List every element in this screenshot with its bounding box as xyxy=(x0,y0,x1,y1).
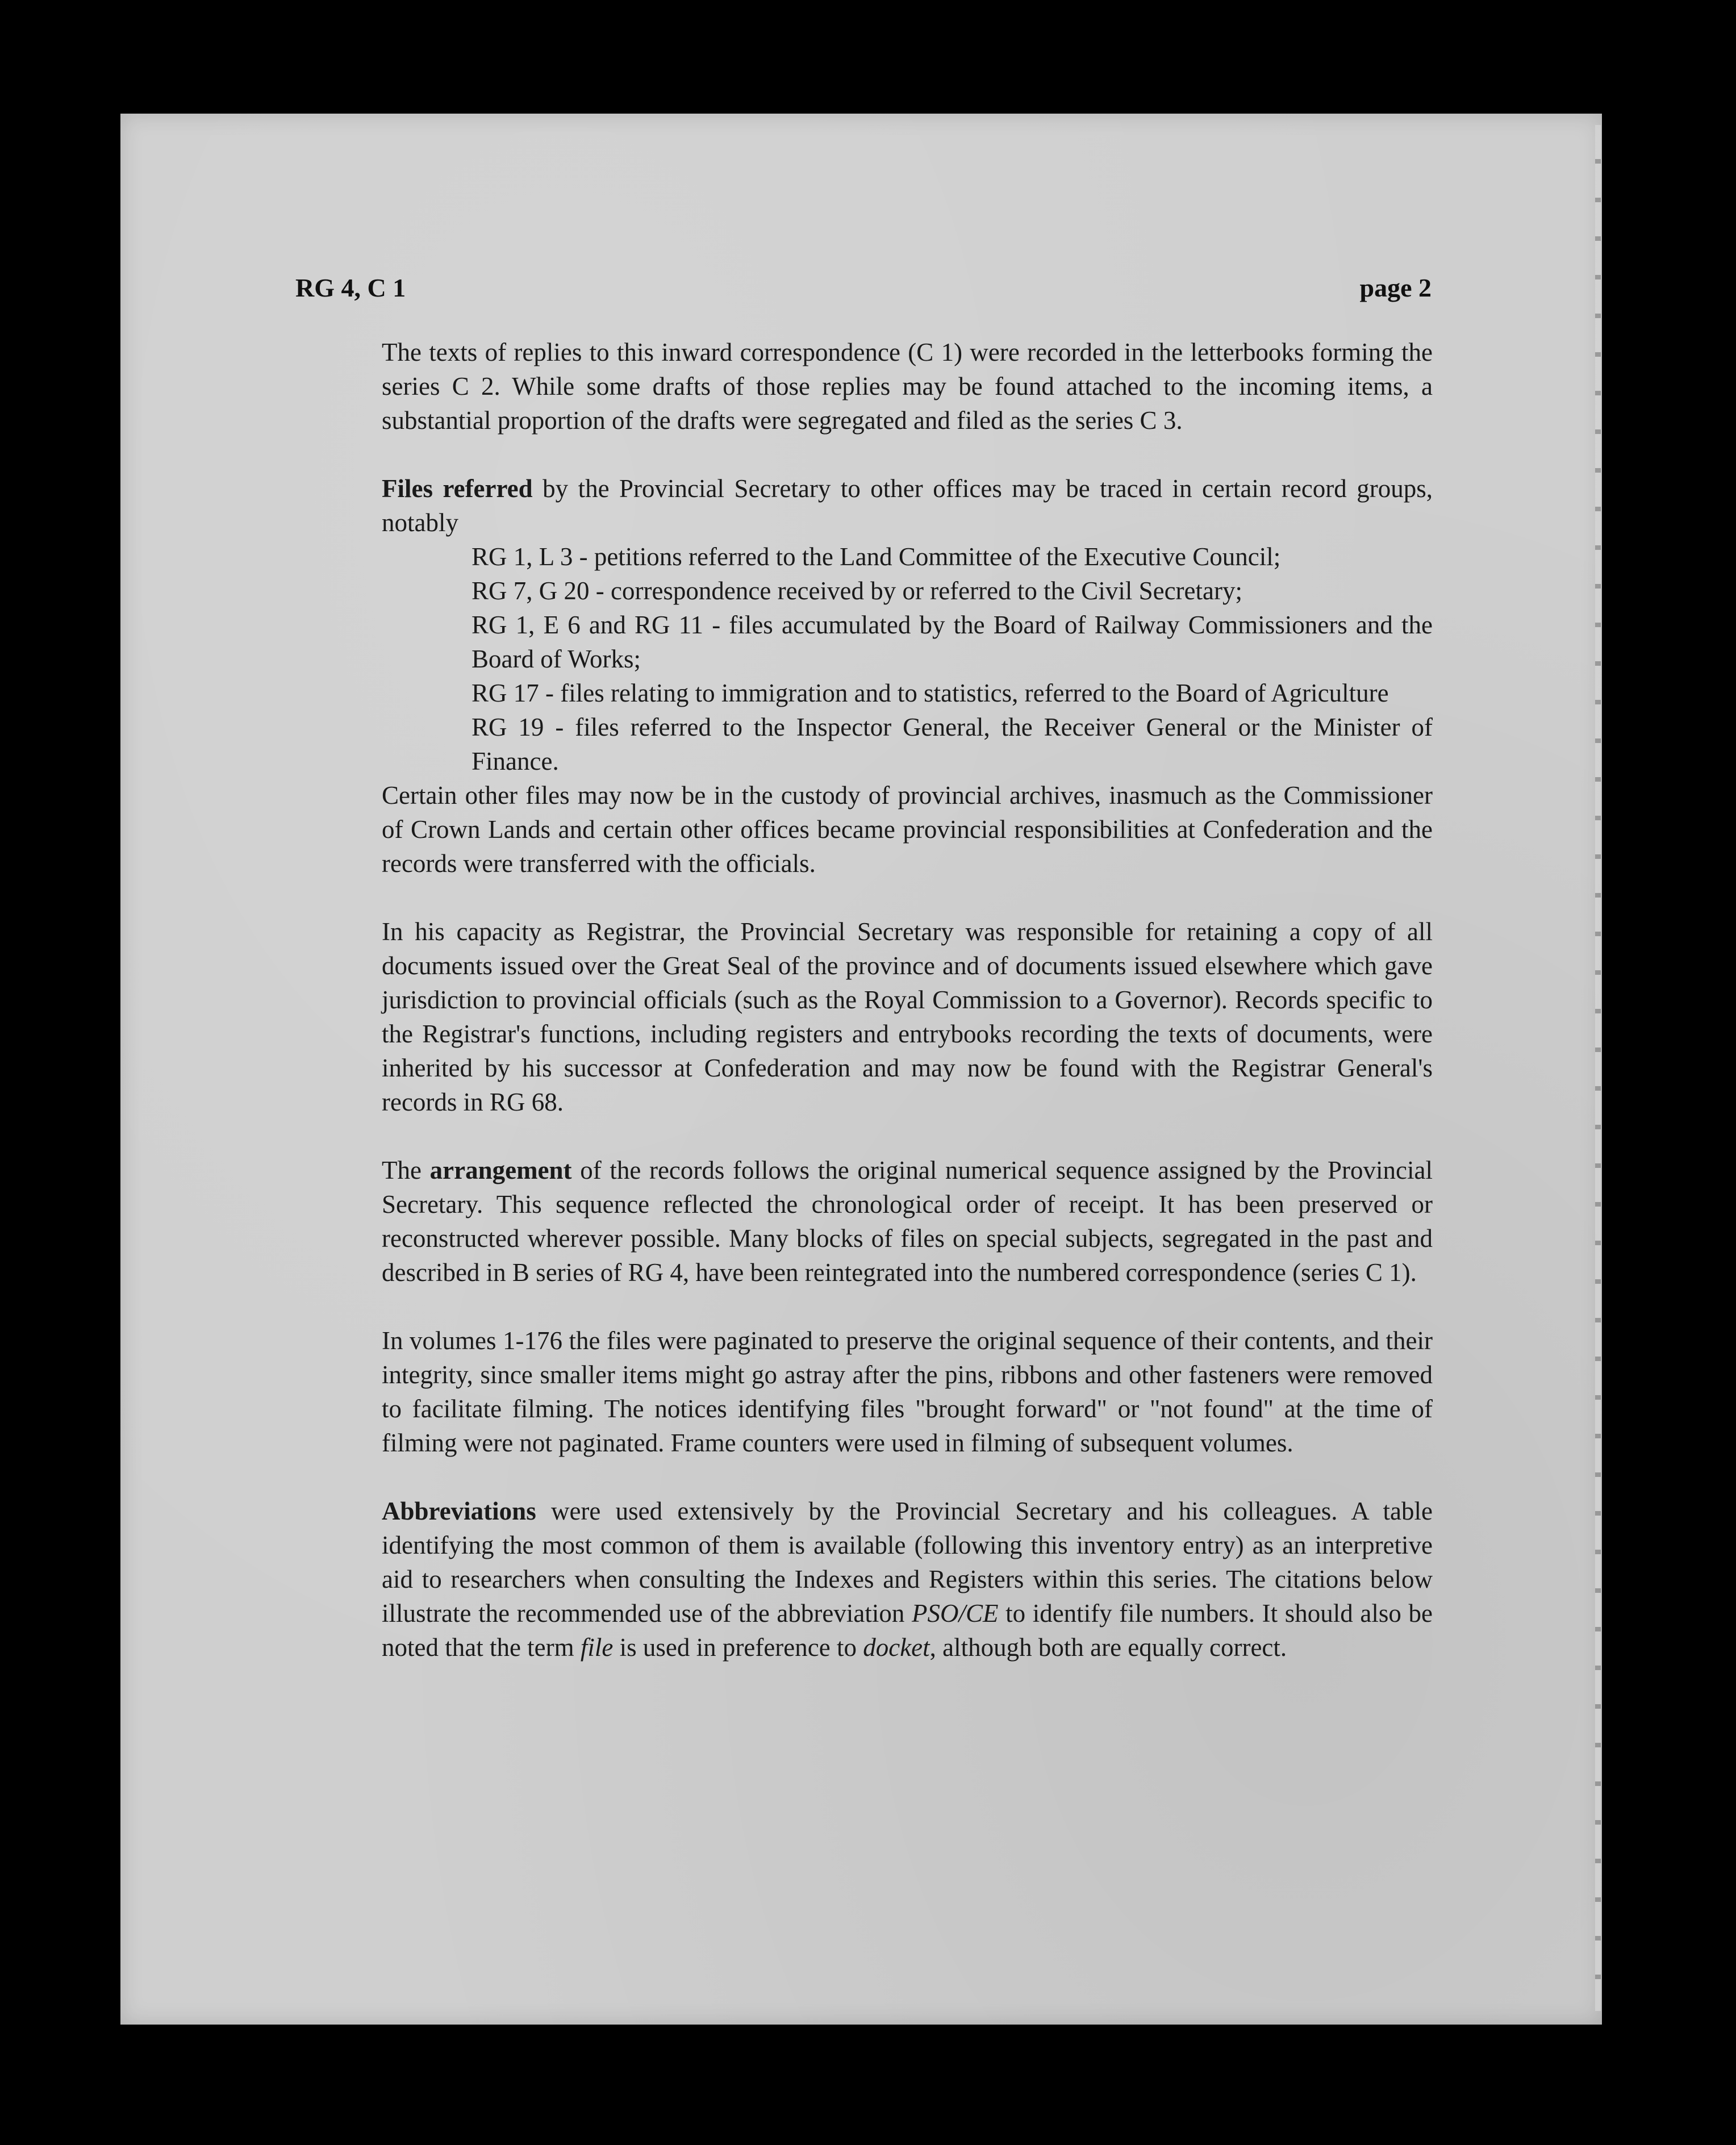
term-file: file xyxy=(580,1633,614,1662)
paragraph-other-files: Certain other files may now be in the custody of provincial archives, inasmuch as the Commissioner of Crown Lands and certain other offices became provincial responsibilities at Confederation and the records were transferred with the officials. xyxy=(382,781,1433,878)
arrangement-text: of the records follows the original numerical sequence assigned by the Provincial Secretary. This sequence reflected the chronological order of receipt. It has been preserved or reconstructed wherever possible. Many blocks of files on special subjects, segregated in the past and described in B series of RG 4, have been reintegrated into the numbered correspondence (series C 1). xyxy=(382,1156,1433,1287)
arrangement-heading: arrangement xyxy=(429,1156,572,1184)
files-referred-text: by the Provincial Secretary to other offices may be traced in certain record groups, notably xyxy=(382,474,1433,537)
list-item: RG 1, L 3 - petitions referred to the Land Committee of the Executive Council; xyxy=(471,542,1281,571)
abbreviations-text-3: is used in preference to xyxy=(613,1633,863,1662)
list-item: RG 1, E 6 and RG 11 - files accumulated by the Board of Railway Commissioners and the Board of Works; xyxy=(471,611,1433,673)
page-edge-marks xyxy=(1595,125,1601,2011)
page-number: page 2 xyxy=(1359,273,1432,302)
paragraph-replies: The texts of replies to this inward correspondence (C 1) were recorded in the letterbooks forming the series C 2. While some drafts of those replies may be found attached to the incoming items, a substantial proportion of the drafts were segregated and filed as the series C 3. xyxy=(382,338,1433,435)
paragraph-pagination: In volumes 1-176 the files were paginated to preserve the original sequence of their contents, and their integrity, since smaller items might go astray after the pins, ribbons and other fasteners were removed to facilitate filming. The notices identifying files "brought forward" or "not found" at the time of filming were not paginated. Frame counters were used in filming of subsequent volumes. xyxy=(382,1326,1433,1457)
list-item: RG 19 - files referred to the Inspector General, the Receiver General or the Minister of Finance. xyxy=(471,713,1433,775)
abbreviations-text-4: , although both are equally correct. xyxy=(929,1633,1287,1662)
abbreviations-heading: Abbreviations xyxy=(382,1497,536,1525)
record-group-list xyxy=(382,540,1433,778)
paragraph-arrangement xyxy=(382,1153,1433,1289)
document-body xyxy=(382,335,1433,1699)
paragraph-files-referred xyxy=(382,471,1433,540)
term-docket: docket xyxy=(863,1633,930,1662)
files-referred-heading: Files referred xyxy=(382,474,533,503)
list-item: RG 17 - files relating to immigration and to statistics, referred to the Board of Agriculture xyxy=(471,679,1389,707)
page-header xyxy=(295,273,1432,307)
paragraph-abbreviations xyxy=(382,1494,1433,1664)
abbreviation-pso-ce: PSO/CE xyxy=(911,1599,999,1627)
abbreviations-text-1: were used extensively by the Provincial Secretary and his colleagues. A table identifying the most common of them is available (following this inventory entry) as an interpretive aid to researchers when consulting the Indexes and Registers within this series. The citations below illustrate the recommended use of the abbreviation xyxy=(382,1497,1433,1627)
list-item: RG 7, G 20 - correspondence received by or referred to the Civil Secretary; xyxy=(471,577,1242,605)
arrangement-pre: The xyxy=(382,1156,430,1184)
abbreviations-text-2: to identify file numbers. It should also be noted that the term xyxy=(382,1599,1433,1662)
record-group-reference: RG 4, C 1 xyxy=(295,273,406,302)
paragraph-registrar: In his capacity as Registrar, the Provincial Secretary was responsible for retaining a copy of all documents issued over the Great Seal of the province and of documents issued elsewhere which gave jurisdiction to provincial officials (such as the Royal Commission to a Governor). Records specific to the Registrar's functions, including registers and entrybooks recording the texts of documents, were inherited by his successor at Confederation and may now be found with the Registrar General's records in RG 68. xyxy=(382,917,1433,1116)
